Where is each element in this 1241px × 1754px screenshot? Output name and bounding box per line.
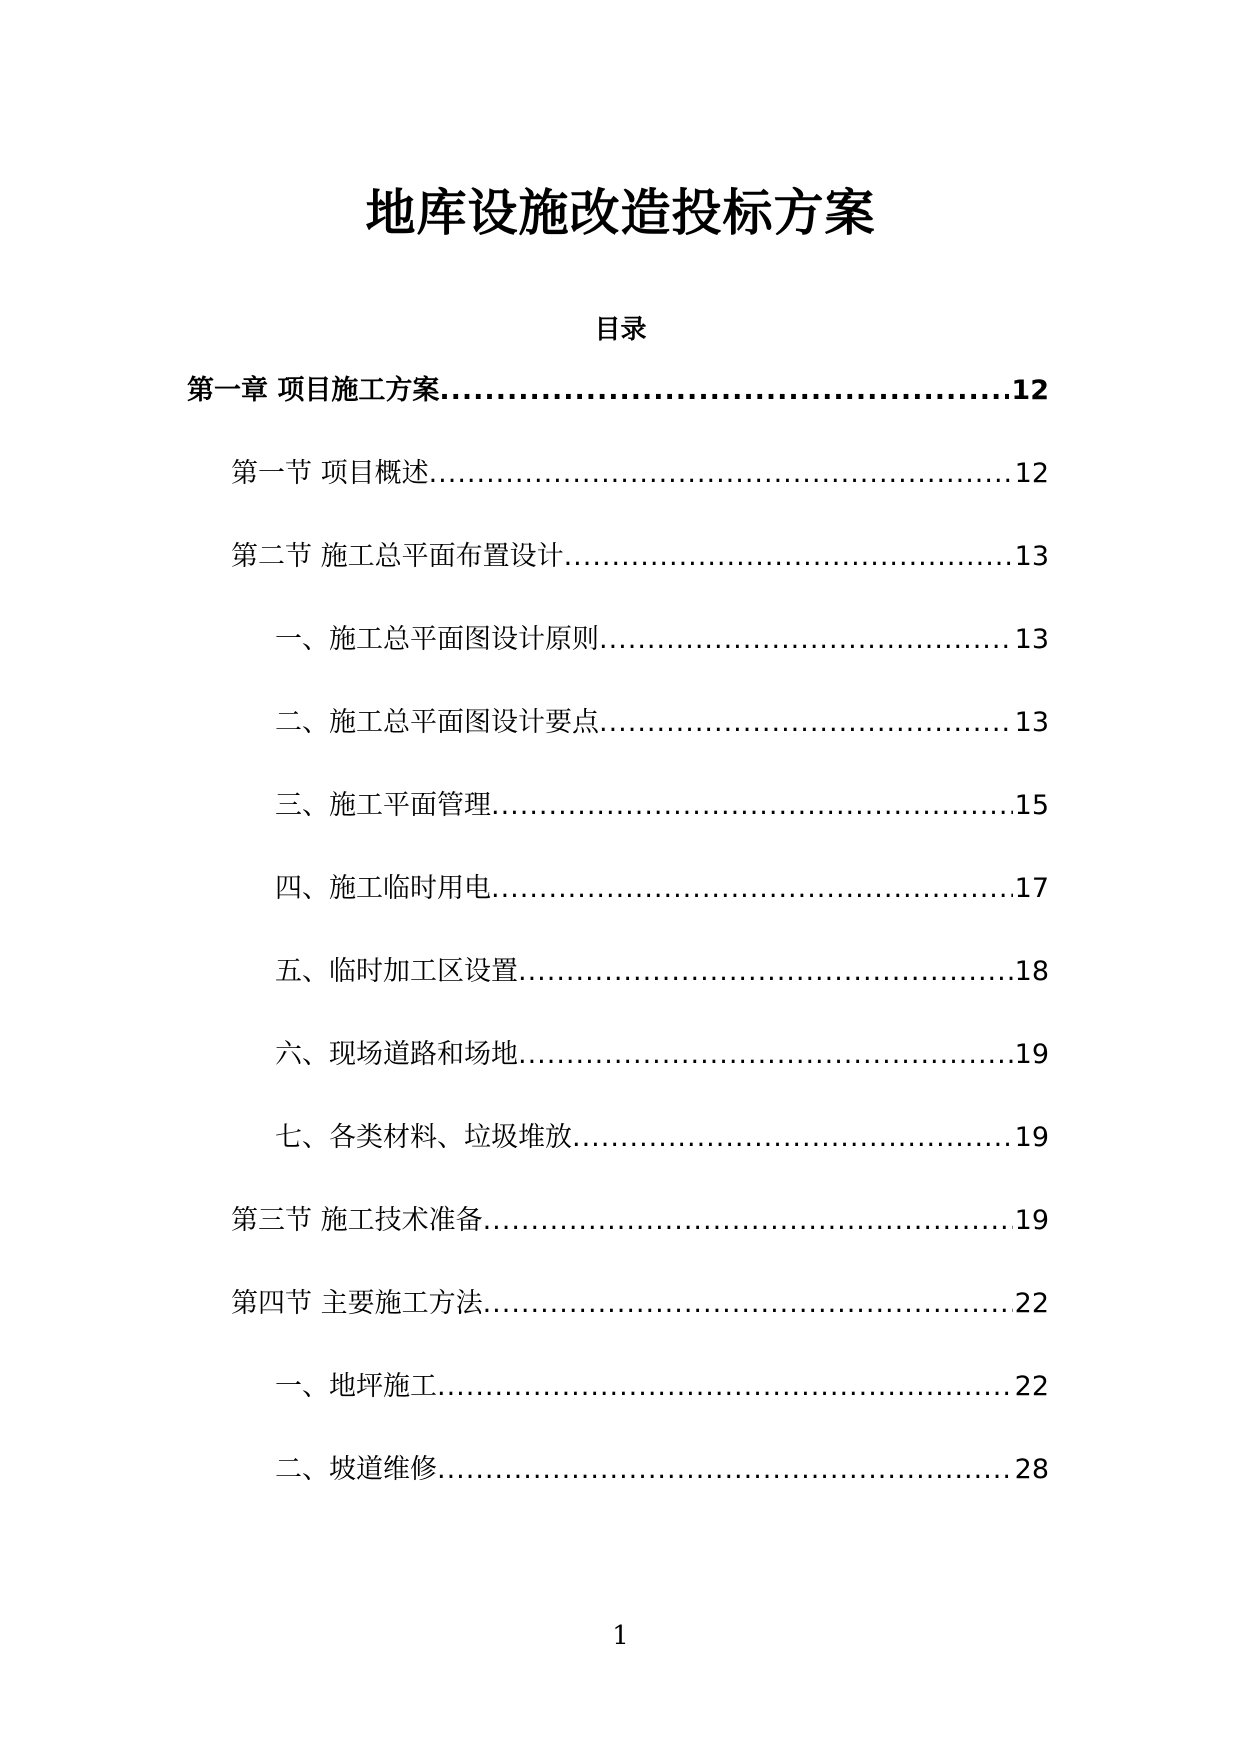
toc-dot-leader [572,1116,1013,1160]
toc-entry-page: 22 [1014,1288,1049,1319]
toc-entry-page: 13 [1014,707,1049,738]
toc-entry-page: 12 [1011,375,1049,406]
toc-dot-leader [491,784,1013,828]
toc-entry-section[interactable] [231,452,1049,496]
toc-entry-text: 七、各类材料、垃圾堆放 [275,1122,572,1153]
toc-dot-leader [439,369,1009,413]
toc-entry-text: 第四节 主要施工方法 [231,1288,483,1319]
toc-entry-text: 第一节 项目概述 [231,458,429,489]
toc-entry-subsection[interactable] [275,618,1049,662]
toc-entry-section[interactable] [231,1282,1049,1326]
toc-entry-section[interactable] [231,1199,1049,1243]
toc-entry-page: 18 [1014,956,1049,987]
toc-dot-leader [483,1199,1013,1243]
toc-entry-subsection[interactable] [275,950,1049,994]
toc-dot-leader [483,1282,1013,1326]
toc-dot-leader [437,1448,1013,1492]
toc-entry-text: 二、坡道维修 [275,1454,437,1485]
toc-entry-page: 12 [1014,458,1049,489]
toc-entry-page: 17 [1014,873,1049,904]
toc-entry-subsection[interactable] [275,867,1049,911]
toc-entry-text: 五、临时加工区设置 [275,956,518,987]
toc-heading: 目录 [594,315,647,345]
toc-entry-subsection[interactable] [275,1116,1049,1160]
toc-dot-leader [599,701,1013,745]
toc-entry-page: 15 [1014,790,1049,821]
toc-dot-leader [599,618,1013,662]
toc-entry-chapter-1[interactable] [187,369,1049,413]
toc-entry-page: 19 [1014,1205,1049,1236]
toc-dot-leader [518,1033,1013,1077]
toc-entry-page: 19 [1014,1122,1049,1153]
toc-entry-subsection[interactable] [275,1033,1049,1077]
toc-entry-page: 19 [1014,1039,1049,1070]
toc-entry-text: 三、施工平面管理 [275,790,491,821]
toc-entry-text: 四、施工临时用电 [275,873,491,904]
toc-entry-text: 第一章 项目施工方案 [187,375,440,406]
toc-entry-page: 13 [1014,541,1049,572]
toc-dot-leader [491,867,1013,911]
toc-entry-subsection[interactable] [275,1448,1049,1492]
page-number: 1 [612,1621,629,1651]
toc-entry-text: 一、施工总平面图设计原则 [275,624,599,655]
toc-dot-leader [518,950,1013,994]
toc-entry-text: 一、地坪施工 [275,1371,437,1402]
toc-entry-subsection[interactable] [275,784,1049,828]
document-title: 地库设施改造投标方案 [365,184,876,242]
toc-entry-text: 二、施工总平面图设计要点 [275,707,599,738]
toc-entry-page: 28 [1014,1454,1049,1485]
toc-entry-page: 22 [1014,1371,1049,1402]
toc-entry-subsection[interactable] [275,701,1049,745]
toc-dot-leader [437,1365,1013,1409]
toc-entry-section[interactable] [231,535,1049,579]
toc-dot-leader [429,452,1013,496]
toc-entry-page: 13 [1014,624,1049,655]
toc-entry-text: 六、现场道路和场地 [275,1039,518,1070]
toc-entry-text: 第二节 施工总平面布置设计 [231,541,564,572]
toc-entry-text: 第三节 施工技术准备 [231,1205,483,1236]
toc-entry-subsection[interactable] [275,1365,1049,1409]
toc-dot-leader [564,535,1013,579]
